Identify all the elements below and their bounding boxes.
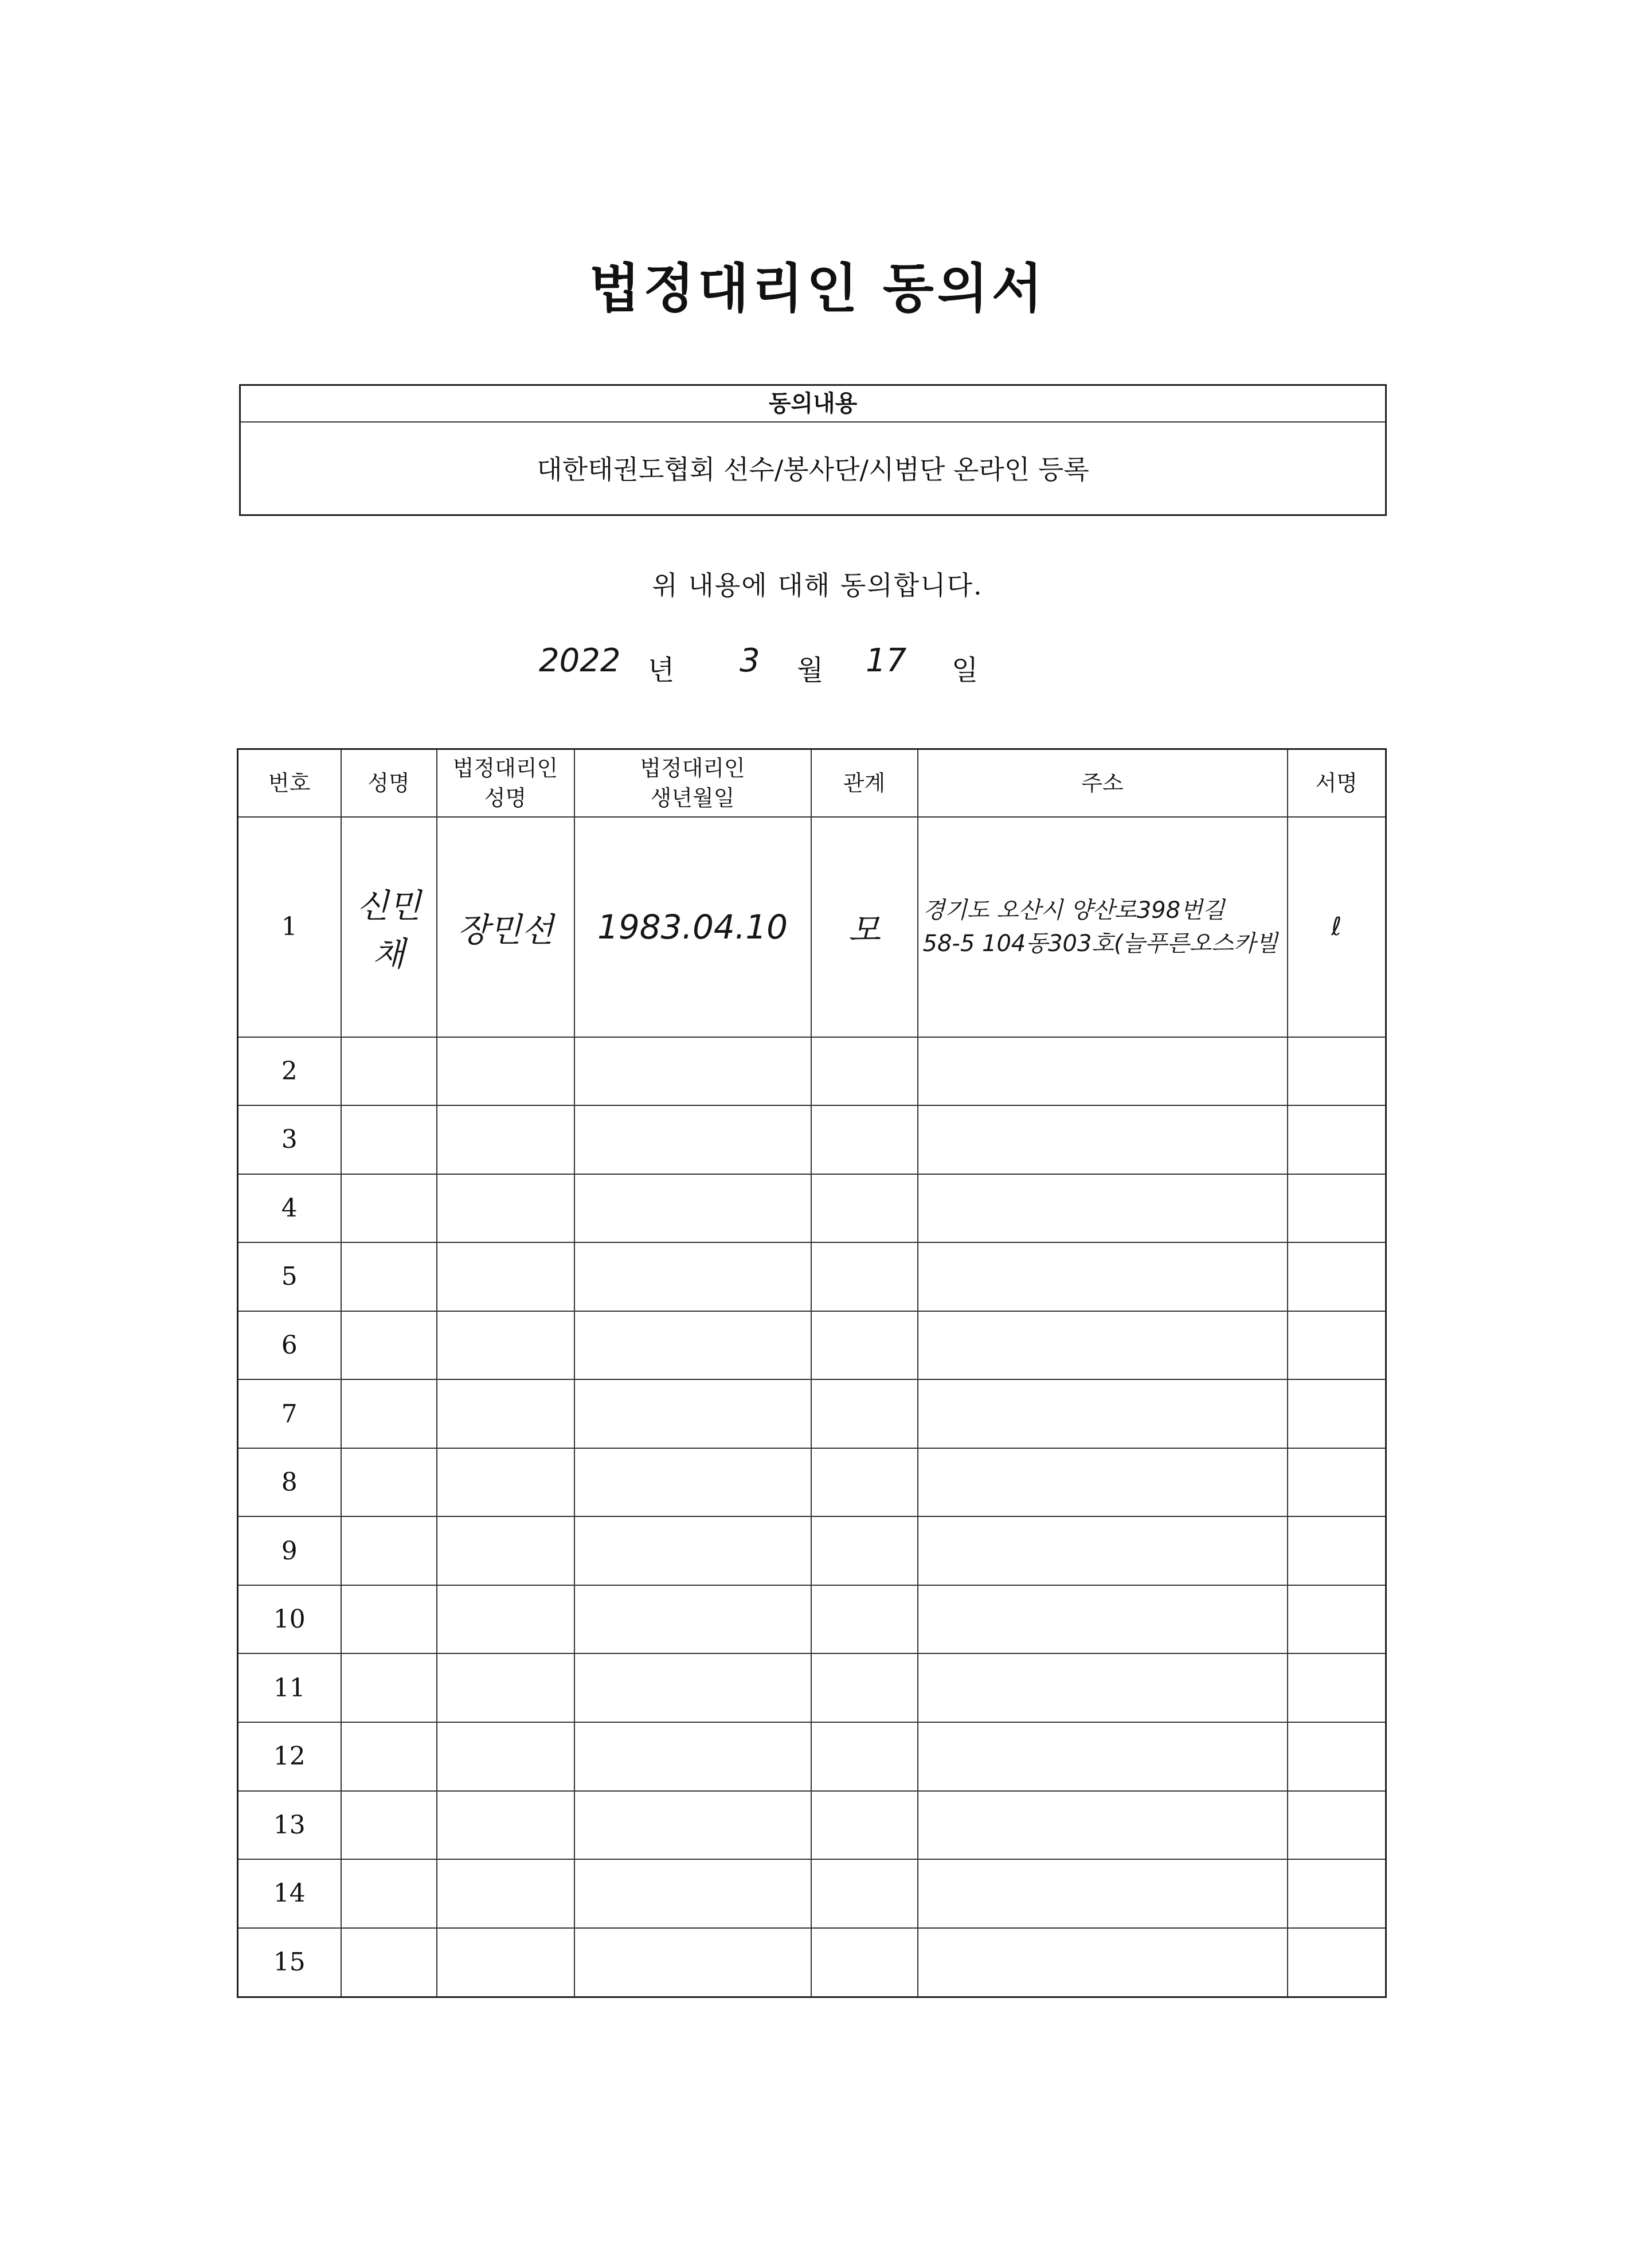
cell-name <box>341 1037 437 1106</box>
cell-signature <box>1288 1037 1386 1106</box>
cell-signature <box>1288 1174 1386 1243</box>
cell-no: 11 <box>238 1653 341 1722</box>
cell-address <box>918 1448 1288 1517</box>
address-line2: 58-5 104동303호(늘푸른오스카빌 <box>922 930 1278 957</box>
consent-box <box>239 384 1387 516</box>
col-header-address: 주소 <box>918 749 1288 818</box>
table-row <box>238 1311 1386 1380</box>
col-header-guardian-birth-line2: 생년월일 <box>650 785 735 811</box>
consent-content: 대한태권도협회 선수/봉사단/시범단 온라인 등록 <box>537 454 1089 485</box>
cell-guardian-name <box>437 1653 574 1722</box>
table-row <box>238 1379 1386 1448</box>
cell-guardian-birth <box>574 1516 811 1585</box>
cell-relation: 모 <box>811 817 918 1037</box>
col-header-no: 번호 <box>238 749 341 818</box>
cell-name <box>341 1105 437 1174</box>
cell-signature: ℓ <box>1288 817 1386 1037</box>
date-month-unit: 월 <box>797 654 824 686</box>
cell-name <box>341 1379 437 1448</box>
cell-address <box>918 1653 1288 1722</box>
cell-guardian-name <box>437 1791 574 1860</box>
cell-relation <box>811 1037 918 1106</box>
col-header-name: 성명 <box>341 749 437 818</box>
col-header-guardian-name <box>437 749 574 818</box>
cell-name: 신민채 <box>341 817 437 1037</box>
cell-no: 10 <box>238 1585 341 1654</box>
cell-name <box>341 1311 437 1380</box>
cell-guardian-birth <box>574 1242 811 1311</box>
address-line1: 경기도 오산시 양산로398번길 <box>922 897 1225 924</box>
cell-guardian-name <box>437 1516 574 1585</box>
cell-address <box>918 1379 1288 1448</box>
cell-relation <box>811 1105 918 1174</box>
cell-guardian-name <box>437 1448 574 1517</box>
cell-guardian-name: 장민선 <box>437 817 574 1037</box>
col-header-guardian-name-line2: 성명 <box>484 785 527 811</box>
table-row <box>238 1105 1386 1174</box>
cell-signature <box>1288 1791 1386 1860</box>
table-row <box>238 1174 1386 1243</box>
cell-signature <box>1288 1722 1386 1791</box>
cell-address <box>918 1242 1288 1311</box>
cell-address <box>918 1859 1288 1928</box>
cell-guardian-birth <box>574 1859 811 1928</box>
col-header-guardian-name-line1: 법정대리인 <box>452 756 558 781</box>
table-row <box>238 1791 1386 1860</box>
cell-guardian-name <box>437 1585 574 1654</box>
cell-address <box>918 1311 1288 1380</box>
cell-name <box>341 1928 437 1997</box>
cell-guardian-birth <box>574 1311 811 1380</box>
cell-guardian-name <box>437 1242 574 1311</box>
col-header-relation: 관계 <box>811 749 918 818</box>
cell-relation <box>811 1311 918 1380</box>
cell-signature <box>1288 1448 1386 1517</box>
cell-guardian-name <box>437 1311 574 1380</box>
cell-guardian-birth <box>574 1928 811 1997</box>
cell-name <box>341 1859 437 1928</box>
cell-no: 1 <box>238 817 341 1037</box>
table-row <box>238 1516 1386 1585</box>
cell-signature <box>1288 1585 1386 1654</box>
table-row <box>238 1928 1386 1997</box>
cell-no: 13 <box>238 1791 341 1860</box>
cell-no: 7 <box>238 1379 341 1448</box>
cell-no: 5 <box>238 1242 341 1311</box>
table-header-row <box>238 749 1386 818</box>
col-header-guardian-birth-line1: 법정대리인 <box>640 756 745 781</box>
cell-no: 4 <box>238 1174 341 1243</box>
cell-guardian-birth <box>574 1174 811 1243</box>
cell-name <box>341 1516 437 1585</box>
cell-no: 6 <box>238 1311 341 1380</box>
table-row <box>238 1448 1386 1517</box>
cell-guardian-birth <box>574 1105 811 1174</box>
date-year: 2022 <box>539 642 621 679</box>
date-day-unit: 일 <box>952 654 979 686</box>
cell-no: 14 <box>238 1859 341 1928</box>
cell-relation <box>811 1722 918 1791</box>
cell-relation <box>811 1791 918 1860</box>
table-row <box>238 1859 1386 1928</box>
cell-guardian-name <box>437 1105 574 1174</box>
cell-address <box>918 1791 1288 1860</box>
cell-address <box>918 1722 1288 1791</box>
cell-no: 8 <box>238 1448 341 1517</box>
table-row <box>238 1653 1386 1722</box>
cell-signature <box>1288 1379 1386 1448</box>
cell-guardian-name <box>437 1379 574 1448</box>
date-day: 17 <box>866 642 907 679</box>
cell-relation <box>811 1928 918 1997</box>
cell-relation <box>811 1242 918 1311</box>
cell-guardian-birth <box>574 1791 811 1860</box>
cell-guardian-name <box>437 1174 574 1243</box>
cell-guardian-birth: 1983.04.10 <box>574 817 811 1037</box>
cell-relation <box>811 1859 918 1928</box>
date-year-unit: 년 <box>648 654 675 686</box>
cell-address <box>918 817 1288 1037</box>
cell-name <box>341 1791 437 1860</box>
cell-signature <box>1288 1859 1386 1928</box>
consent-header: 동의내용 <box>241 386 1385 423</box>
cell-guardian-birth <box>574 1585 811 1654</box>
date-month: 3 <box>740 642 760 679</box>
table-row <box>238 1242 1386 1311</box>
cell-no: 2 <box>238 1037 341 1106</box>
cell-signature <box>1288 1311 1386 1380</box>
cell-address <box>918 1037 1288 1106</box>
cell-address <box>918 1928 1288 1997</box>
cell-relation <box>811 1653 918 1722</box>
cell-signature <box>1288 1516 1386 1585</box>
table-row <box>238 1585 1386 1654</box>
cell-no: 3 <box>238 1105 341 1174</box>
document-title: 법정대리인 동의서 <box>589 257 1046 319</box>
cell-guardian-birth <box>574 1379 811 1448</box>
cell-guardian-name <box>437 1859 574 1928</box>
cell-relation <box>811 1516 918 1585</box>
cell-no: 9 <box>238 1516 341 1585</box>
cell-name <box>341 1722 437 1791</box>
cell-address <box>918 1105 1288 1174</box>
cell-address <box>918 1516 1288 1585</box>
cell-signature <box>1288 1928 1386 1997</box>
cell-name <box>341 1174 437 1243</box>
cell-no: 12 <box>238 1722 341 1791</box>
cell-signature <box>1288 1653 1386 1722</box>
cell-relation <box>811 1379 918 1448</box>
col-header-guardian-birth <box>574 749 811 818</box>
cell-guardian-name <box>437 1037 574 1106</box>
cell-guardian-name <box>437 1928 574 1997</box>
cell-guardian-name <box>437 1722 574 1791</box>
cell-guardian-birth <box>574 1722 811 1791</box>
cell-signature <box>1288 1105 1386 1174</box>
guardian-table <box>237 748 1387 1998</box>
cell-name <box>341 1448 437 1517</box>
cell-name <box>341 1653 437 1722</box>
agree-statement: 위 내용에 대해 동의합니다. <box>652 570 983 601</box>
cell-name <box>341 1585 437 1654</box>
cell-signature <box>1288 1242 1386 1311</box>
cell-address <box>918 1585 1288 1654</box>
cell-relation <box>811 1585 918 1654</box>
col-header-signature: 서명 <box>1288 749 1386 818</box>
cell-name <box>341 1242 437 1311</box>
table-row <box>238 817 1386 1037</box>
table-row <box>238 1037 1386 1106</box>
cell-address <box>918 1174 1288 1243</box>
cell-relation <box>811 1174 918 1243</box>
table-row <box>238 1722 1386 1791</box>
cell-guardian-birth <box>574 1448 811 1517</box>
cell-guardian-birth <box>574 1037 811 1106</box>
cell-no: 15 <box>238 1928 341 1997</box>
cell-relation <box>811 1448 918 1517</box>
cell-guardian-birth <box>574 1653 811 1722</box>
